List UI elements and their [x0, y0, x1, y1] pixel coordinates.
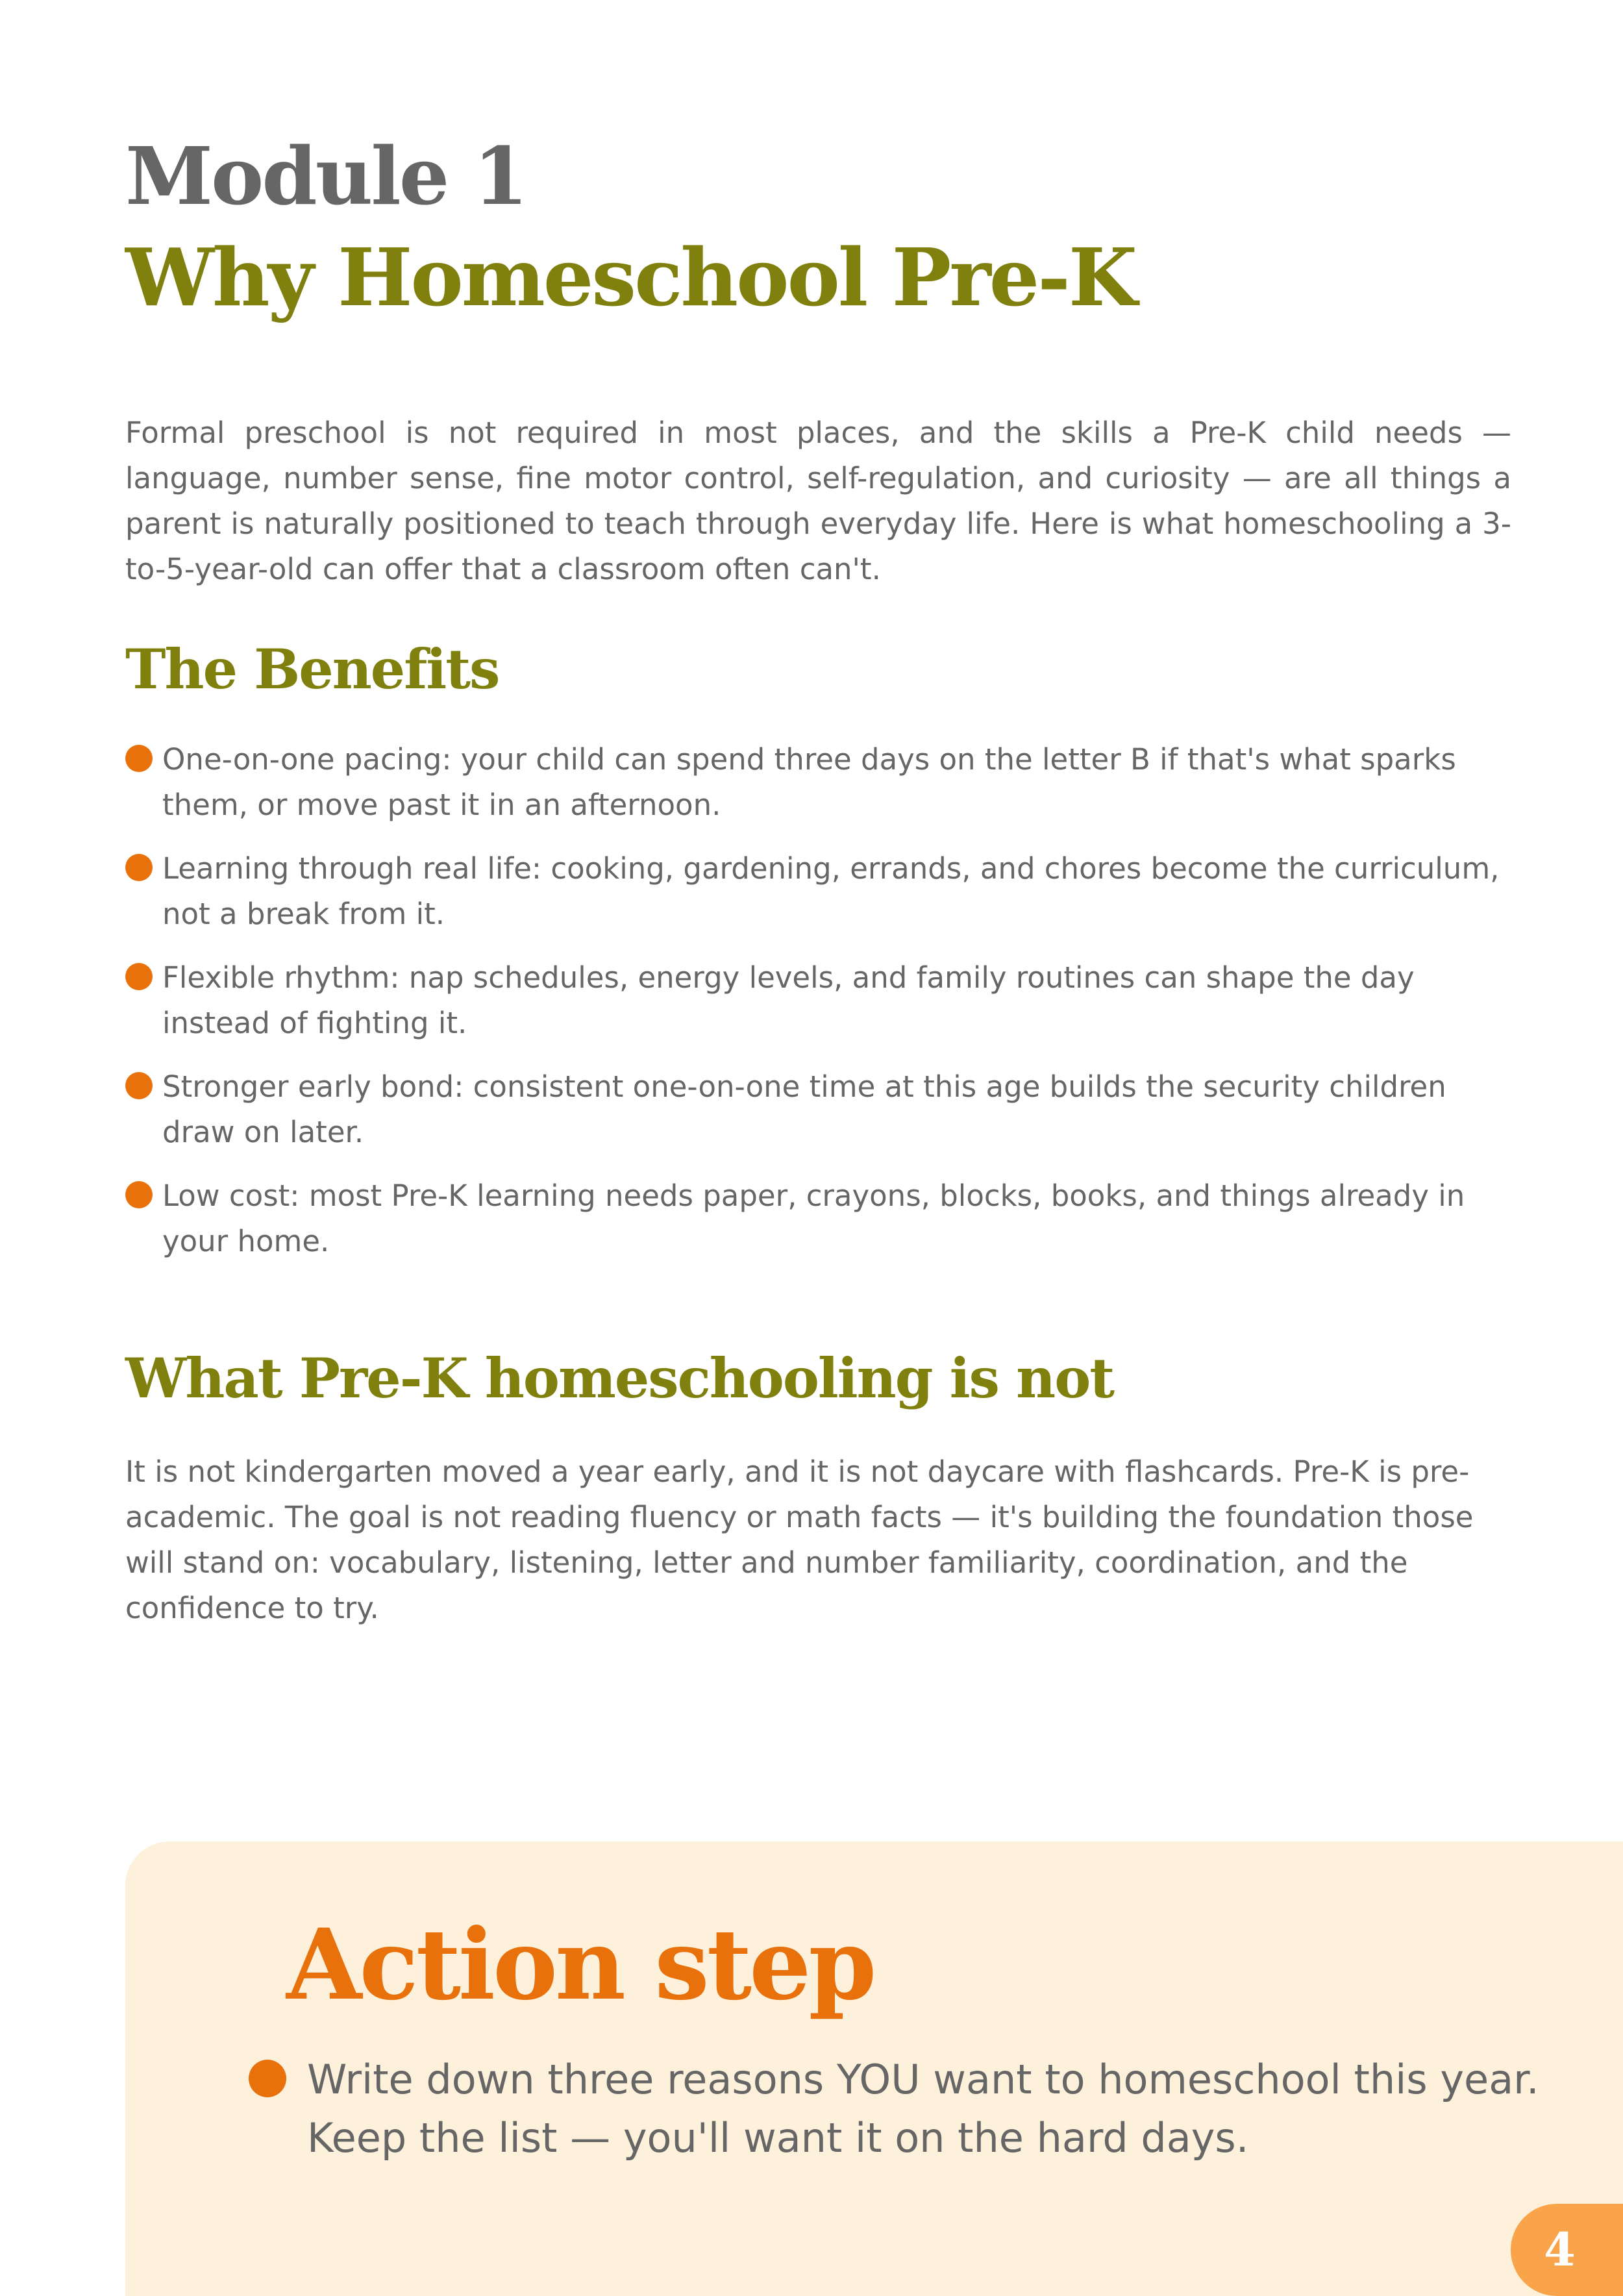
not-section-paragraph: It is not kindergarten moved a year early, and it is not daycare with flashcards. Pre-K is pre-academic. The goal is not reading fluency or math facts — it's building the foundation those will stand on: vocabulary, listening, letter and number familiarity, coordination, and the confidence to try.	[125, 1454, 1474, 1625]
benefit-text: Stronger early bond: consistent one-on-one time at this age builds the security children draw on later.	[162, 1069, 1446, 1149]
bullet-dot-icon	[125, 963, 153, 990]
not-section-heading: What Pre-K homeschooling is not	[125, 1346, 1114, 1410]
list-item	[125, 846, 1521, 937]
action-step-item	[249, 2051, 1573, 2167]
action-step-title: Action step	[286, 1908, 874, 2022]
bullet-dot-icon	[125, 1181, 153, 1208]
list-item	[125, 955, 1521, 1046]
list-item	[125, 1173, 1521, 1264]
action-step-box	[125, 1841, 1623, 2296]
page-number-badge: 4	[1511, 2204, 1623, 2296]
benefit-text: Low cost: most Pre-K learning needs paper, crayons, blocks, books, and things already in your home.	[162, 1179, 1465, 1258]
page-title: Why Homeschool Pre-K	[125, 231, 1135, 324]
benefit-text: Flexible rhythm: nap schedules, energy levels, and family routines can shape the day instead of fighting it.	[162, 960, 1415, 1040]
benefits-list	[125, 737, 1521, 1282]
bullet-dot-icon	[125, 1072, 153, 1099]
benefit-text: Learning through real life: cooking, gardening, errands, and chores become the curriculum, not a break from it.	[162, 851, 1500, 931]
bullet-dot-icon	[249, 2060, 286, 2097]
benefit-text: One-on-one pacing: your child can spend three days on the letter B if that's what sparks them, or move past it in an afternoon.	[162, 742, 1456, 822]
action-step-text: Write down three reasons YOU want to homeschool this year. Keep the list — you'll want it on the hard days.	[307, 2056, 1539, 2162]
bullet-dot-icon	[125, 854, 153, 881]
list-item	[125, 1064, 1521, 1155]
bullet-dot-icon	[125, 745, 153, 772]
module-label: Module 1	[125, 129, 527, 223]
list-item	[125, 737, 1521, 828]
benefits-heading: The Benefits	[125, 637, 499, 701]
intro-paragraph: Formal preschool is not required in most places, and the skills a Pre-K child needs — language, number sense, fine motor control, self-regulation, and curiosity — are all things a parent is naturally positioned to teach through everyday life. Here is what homeschooling a 3-to-5-year-old can offer that a classroom often can't.	[125, 416, 1511, 586]
